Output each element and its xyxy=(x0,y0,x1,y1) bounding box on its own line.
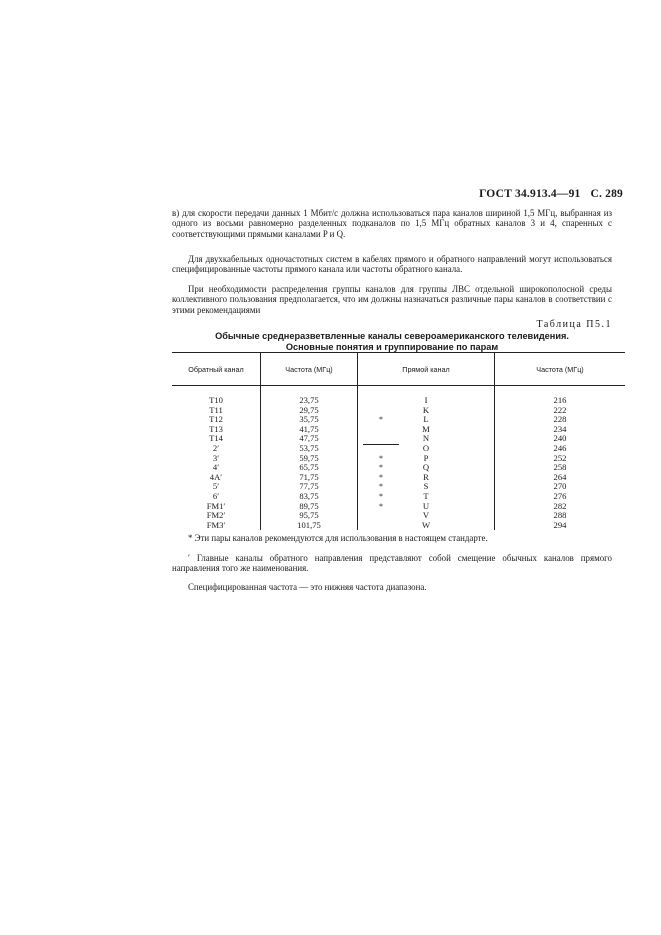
cell-forward-channel: S xyxy=(358,482,495,492)
cell-reverse-frequency: 83,75 * xyxy=(261,492,358,502)
cell-reverse-channel: FM1′ xyxy=(206,500,226,511)
cell-reverse-channel: T11 xyxy=(209,404,223,415)
pair-marker xyxy=(363,444,399,445)
cell-forward-frequency: 258 xyxy=(495,463,626,473)
cell-reverse-frequency: 65,75 * xyxy=(261,463,358,473)
pair-marker: * xyxy=(379,415,383,425)
cell-reverse-frequency: 59,75 * xyxy=(261,454,358,464)
cell-reverse-channel: T10 xyxy=(209,395,223,405)
cell-forward-frequency: 234 xyxy=(495,425,626,435)
cell-reverse-frequency: 41,75 xyxy=(261,425,358,435)
cell-forward-channel: U xyxy=(358,502,495,512)
cell-forward-channel: P xyxy=(358,454,495,464)
cell-forward-channel: O xyxy=(358,444,495,454)
cell-forward-channel: Q xyxy=(358,463,495,473)
paragraph-channel-groups: При необходимости распределения группы каналов для группы ЛВС отдельной широкополосной среды коллективного пользования предполагается, что им должны назначаться различные пары каналов в соответствии с этими рекомендациями xyxy=(172,284,612,315)
cell-reverse-channel: FM2′ xyxy=(206,510,226,521)
cell-forward-channel: K xyxy=(358,406,495,416)
cell-forward-frequency: 240 xyxy=(495,434,626,444)
cell-forward-channel: T xyxy=(358,492,495,502)
cell-forward-channel: I xyxy=(358,386,495,406)
cell-forward-frequency: 252 xyxy=(495,454,626,464)
cell-forward-channel: M xyxy=(358,425,495,435)
cell-forward-frequency: 264 xyxy=(495,473,626,483)
cell-forward-frequency: 228 xyxy=(495,415,626,425)
cell-reverse-frequency: 53,75 xyxy=(261,444,358,454)
col-header-reverse-frequency: Частота (МГц) xyxy=(261,353,358,386)
paragraph-dual-cable: Для двухкабельных одночастотных систем в кабелях прямого и обратного направлений могут использоваться специфицированные частоты прямого канала или частоты обратного канала. xyxy=(172,254,612,275)
table-caption: Таблица П5.1 xyxy=(536,319,612,330)
cell-reverse-channel: T13 xyxy=(209,423,223,434)
table-row xyxy=(172,386,625,406)
pair-marker: * xyxy=(379,472,383,482)
cell-forward-channel: W xyxy=(358,521,495,531)
cell-reverse-frequency: 89,75 * xyxy=(261,502,358,512)
cell-forward-channel: N xyxy=(358,434,495,444)
cell-reverse-channel: 4′ xyxy=(212,462,220,473)
footnote-specified-frequency: Специфицированная частота — это нижняя частота диапазона. xyxy=(188,582,427,592)
cell-forward-channel: V xyxy=(358,511,495,521)
cell-reverse-channel: T12 xyxy=(209,414,223,425)
pair-marker: * xyxy=(379,491,383,501)
cell-reverse-frequency: 23,75 xyxy=(261,386,358,406)
table-title xyxy=(172,331,612,352)
col-header-forward-channel: Прямой канал xyxy=(358,353,495,386)
cell-reverse-frequency: 35,75 * xyxy=(261,415,358,425)
cell-forward-frequency: 276 xyxy=(495,492,626,502)
cell-forward-frequency: 294 xyxy=(495,521,626,531)
cell-forward-channel: L xyxy=(358,415,495,425)
table-title-line2: Основные понятия и группирование по парам xyxy=(285,341,499,352)
cell-reverse-channel: 6′ xyxy=(212,490,220,501)
page-number: С. 289 xyxy=(590,188,623,200)
table-row xyxy=(172,521,625,531)
cell-reverse-channel: FM3′ xyxy=(206,519,226,530)
table-title-line1: Обычные среднеразветвленные каналы североамериканского телевидения. xyxy=(215,331,569,341)
cell-reverse-channel: 3′ xyxy=(212,452,220,463)
cell-forward-frequency: 288 xyxy=(495,511,626,521)
cell-reverse-channel: 5′ xyxy=(212,481,220,492)
col-header-reverse-channel: Обратный канал xyxy=(172,353,261,386)
pair-marker: * xyxy=(379,501,383,511)
standard-number: ГОСТ 34.913.4—91 xyxy=(479,188,581,200)
col-header-forward-frequency: Частота (МГц) xyxy=(495,353,626,386)
cell-forward-frequency: 270 xyxy=(495,482,626,492)
cell-reverse-frequency: 47,75 xyxy=(261,434,358,444)
footnote-recommended: * Эти пары каналов рекомендуются для использования в настоящем стандарте. xyxy=(188,533,488,543)
page-header xyxy=(411,188,623,200)
cell-reverse-frequency: 95,75 xyxy=(261,511,358,521)
channel-table xyxy=(172,352,625,530)
cell-reverse-frequency: 101,75 xyxy=(261,521,358,531)
cell-reverse-channel: 4A′ xyxy=(209,471,223,482)
cell-reverse-frequency: 71,75 * xyxy=(261,473,358,483)
cell-reverse-frequency: 77,75 * xyxy=(261,482,358,492)
cell-reverse-channel: T14 xyxy=(209,433,223,444)
cell-forward-frequency: 246 xyxy=(495,444,626,454)
pair-marker: * xyxy=(379,463,383,473)
pair-marker: * xyxy=(379,453,383,463)
paragraph-item-v: в) для скорости передачи данных 1 Мбит/с должна использоваться пара каналов шириной 1,5 МГц, выбранная из одного из восьми равномерно разделенных подканалов по 1,5 МГц обратных каналов 3 и 4, спаренных с соответствующими прямыми каналами P и Q. xyxy=(172,208,612,239)
cell-forward-frequency: 216 xyxy=(495,386,626,406)
footnote-main-channels: ′ Главные каналы обратного направления представляют собой смещение обычных каналов прямого направления того же наименования. xyxy=(172,553,612,574)
pair-marker: * xyxy=(379,482,383,492)
cell-reverse-channel: 2′ xyxy=(212,442,220,453)
cell-forward-frequency: 282 xyxy=(495,502,626,512)
table-header-row xyxy=(172,353,625,386)
cell-forward-frequency: 222 xyxy=(495,406,626,416)
cell-reverse-frequency: 29,75 xyxy=(261,406,358,416)
cell-forward-channel: R xyxy=(358,473,495,483)
